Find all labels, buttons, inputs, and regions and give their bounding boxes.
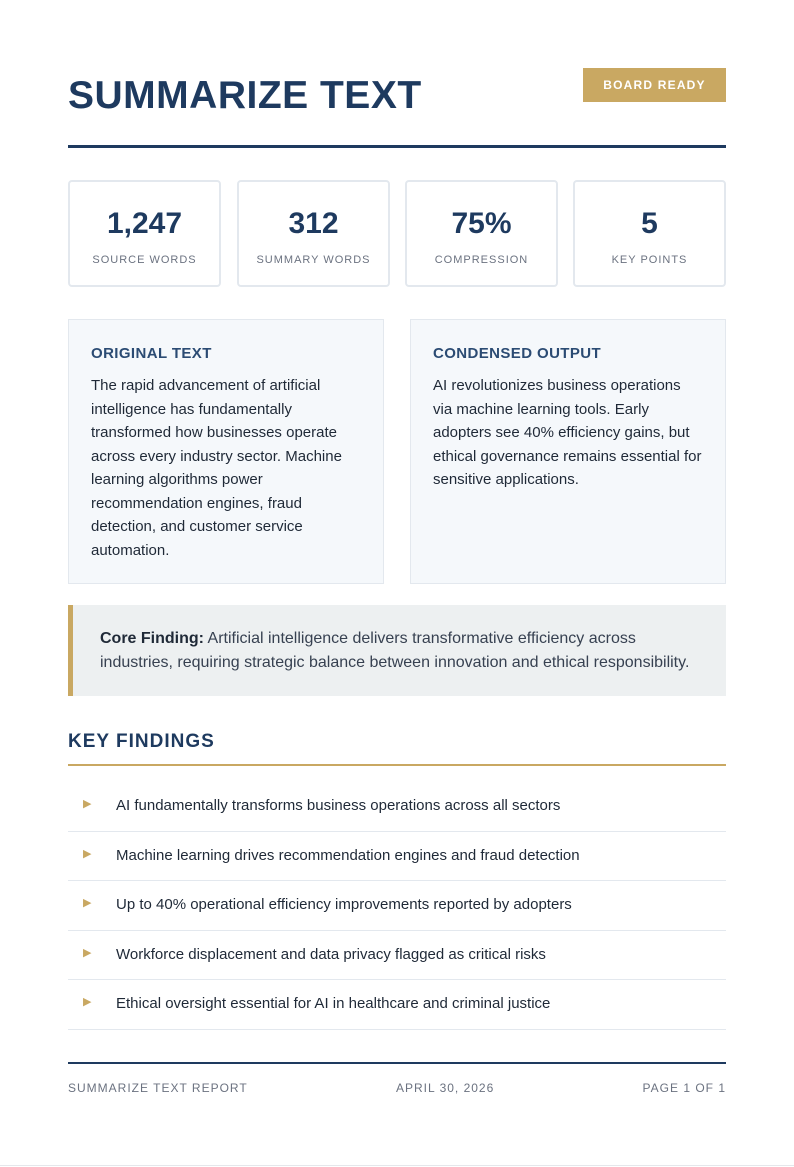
stat-label: SUMMARY WORDS — [256, 254, 371, 266]
list-item-text: Ethical oversight essential for AI in healthcare and criminal justice — [116, 995, 551, 1013]
footer-divider — [68, 1062, 726, 1064]
play-arrow-icon: ▶ — [83, 996, 92, 1009]
play-arrow-icon: ▶ — [83, 847, 92, 860]
panel-title: CONDENSED OUTPUT — [433, 345, 602, 362]
list-item — [68, 782, 726, 832]
stat-card-source-words — [68, 180, 221, 287]
play-arrow-icon: ▶ — [83, 946, 92, 959]
condensed-output-panel — [410, 319, 726, 584]
key-findings-divider — [68, 764, 726, 766]
stats-row — [68, 180, 726, 287]
key-findings-list — [68, 782, 726, 1030]
page-footer — [68, 1081, 726, 1097]
original-text-body: The rapid advancement of artificial intelligence has fundamentally transformed how businesses operate across every industry sector. Machine learning algorithms power recommendation engines, fraud detection, and customer service automation. — [91, 377, 342, 559]
report-header — [68, 68, 726, 148]
condensed-output-body: AI revolutionizes business operations via machine learning tools. Early adopters see 40% efficiency gains, but ethical governance remains essential for sensitive applications. — [433, 377, 702, 488]
core-finding-callout — [68, 605, 726, 696]
stat-label: KEY POINTS — [611, 254, 688, 266]
footer-date: APRIL 30, 2026 — [396, 1081, 495, 1095]
page-edge-divider — [0, 1165, 794, 1166]
stat-label: COMPRESSION — [434, 254, 529, 266]
stat-value: 1,247 — [106, 207, 183, 240]
core-finding-label: Core Finding: — [100, 630, 204, 647]
list-item — [68, 881, 726, 931]
original-text-panel — [68, 319, 384, 584]
stat-card-compression — [405, 180, 558, 287]
list-item — [68, 832, 726, 882]
list-item — [68, 931, 726, 981]
stat-value: 312 — [288, 207, 339, 240]
key-findings-heading: KEY FINDINGS — [68, 731, 215, 752]
stat-label: SOURCE WORDS — [92, 254, 197, 266]
panel-title: ORIGINAL TEXT — [91, 345, 212, 362]
core-finding-text: Artificial intelligence delivers transformative efficiency across industries, requiring strategic balance between innovation and ethical responsibility. — [100, 630, 690, 671]
list-item — [68, 980, 726, 1030]
page-title: SUMMARIZE TEXT — [68, 74, 422, 117]
list-item-text: AI fundamentally transforms business operations across all sectors — [116, 797, 561, 814]
list-item-text: Machine learning drives recommendation engines and fraud detection — [116, 846, 580, 864]
play-arrow-icon: ▶ — [83, 897, 92, 910]
footer-page-number: PAGE 1 OF 1 — [642, 1081, 726, 1095]
play-arrow-icon: ▶ — [83, 798, 92, 810]
footer-report-name: SUMMARIZE TEXT REPORT — [68, 1081, 248, 1095]
header-divider — [68, 145, 726, 148]
stat-value: 75% — [451, 207, 512, 240]
stat-card-key-points — [573, 180, 726, 287]
stat-card-summary-words — [237, 180, 390, 287]
list-item-text: Workforce displacement and data privacy flagged as critical risks — [116, 945, 546, 963]
list-item-text: Up to 40% operational efficiency improvements reported by adopters — [116, 896, 572, 914]
status-badge: BOARD READY — [583, 68, 726, 102]
stat-value: 5 — [641, 207, 658, 240]
